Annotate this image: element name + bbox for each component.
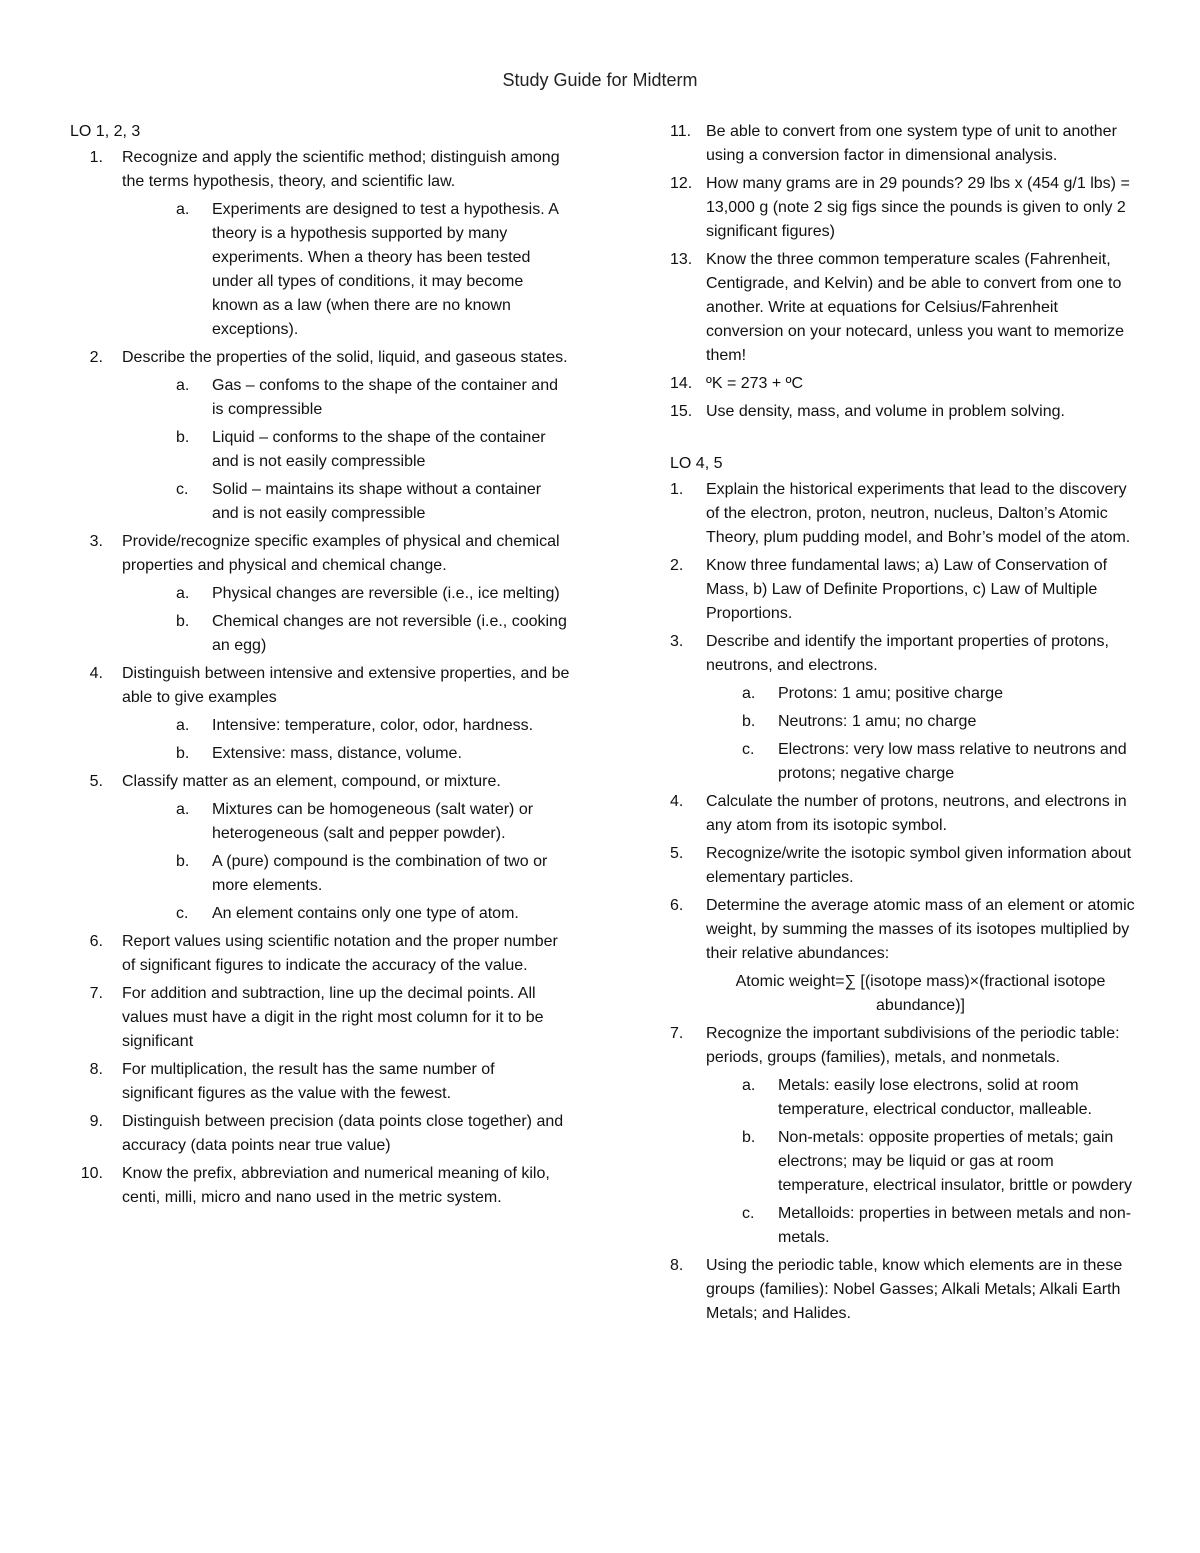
sub-list-item <box>70 850 570 898</box>
list-item-text: Know the three common temperature scales (Fahrenheit, Centigrade, and Kelvin) and be able to convert from one to another. Write at equations for Celsius/Fahrenheit conversion on your notecard, unless you want to memorize them! <box>706 251 1124 364</box>
list-item <box>670 1022 1135 1070</box>
list-item-text: Recognize and apply the scientific method; distinguish among the terms hypothesis, theory, and scientific law. <box>122 149 560 190</box>
list-item-number: 11. <box>670 123 692 140</box>
list-item <box>670 1254 1135 1326</box>
section-gap <box>670 428 1135 452</box>
list-item <box>670 842 1135 890</box>
list-item <box>70 770 570 794</box>
sub-list-item-letter: a. <box>176 717 190 734</box>
sub-list-item-text: Metalloids: properties in between metals and non-metals. <box>778 1205 1132 1246</box>
sub-list-item-letter: a. <box>176 201 190 218</box>
list-item-text: Distinguish between precision (data points close together) and accuracy (data points near true value) <box>122 1113 564 1154</box>
sub-list-item <box>70 582 570 606</box>
list-item-number: 12. <box>670 175 693 192</box>
list-item <box>70 346 570 370</box>
list-item-text: Describe the properties of the solid, liquid, and gaseous states. <box>122 349 568 366</box>
sub-list-item-text: Liquid – conforms to the shape of the container and is not easily compressible <box>212 429 546 470</box>
sub-list-item <box>70 610 570 658</box>
sub-list-item <box>70 478 570 526</box>
sub-list-item-letter: b. <box>176 429 190 446</box>
sub-list-item-text: Experiments are designed to test a hypothesis. A theory is a hypothesis supported by many experiments. When a theory has been tested under all types of conditions, it may become known as a law (when there are no known exceptions). <box>212 201 558 338</box>
sub-list-item-letter: a. <box>176 801 190 818</box>
list-item <box>70 930 570 978</box>
list-item-text: Classify matter as an element, compound, or mixture. <box>122 773 501 790</box>
list-item <box>70 146 570 194</box>
list-item <box>670 400 1135 424</box>
list-item <box>670 478 1135 550</box>
sub-list-item-letter: a. <box>176 377 190 394</box>
list-item-text: Report values using scientific notation and the proper number of significant figures to indicate the accuracy of the value. <box>122 933 558 974</box>
list-item-number: 6. <box>670 897 684 914</box>
list-item-number: 14. <box>670 375 693 392</box>
atomic-weight-formula: Atomic weight=∑ [(isotope mass)×(fractional isotope abundance)] <box>735 973 1106 1014</box>
list-item-number: 2. <box>89 349 103 366</box>
list-item-text: Using the periodic table, know which elements are in these groups (families): Nobel Gasses; Alkali Metals; Alkali Earth Metals; and Halides. <box>706 1257 1123 1322</box>
list-item-text: ºK = 273 + ºC <box>706 375 804 392</box>
list-item <box>70 662 570 710</box>
list-item-number: 5. <box>670 845 684 862</box>
list-item-number: 1. <box>89 149 103 166</box>
sub-list-item-letter: c. <box>176 481 189 498</box>
right-item-list-b <box>670 478 1135 966</box>
list-item-text: For addition and subtraction, line up the decimal points. All values must have a digit in the right most column for it to be significant <box>122 985 544 1050</box>
sub-list-item <box>670 710 1135 734</box>
section-heading-lo-1-2-3: LO 1, 2, 3 <box>70 123 141 140</box>
list-item-text: Explain the historical experiments that lead to the discovery of the electron, proton, neutron, nucleus, Dalton’s Atomic Theory, plum pudding model, and Bohr’s model of the atom. <box>706 481 1131 546</box>
list-item-number: 15. <box>670 403 693 420</box>
list-item-text: For multiplication, the result has the same number of significant figures as the value with the fewest. <box>122 1061 495 1102</box>
sub-list-item-text: Metals: easily lose electrons, solid at room temperature, electrical conductor, malleable. <box>778 1077 1092 1118</box>
sub-list-item-text: Electrons: very low mass relative to neutrons and protons; negative charge <box>778 741 1127 782</box>
list-item-text: Use density, mass, and volume in problem solving. <box>706 403 1065 420</box>
list-item <box>670 554 1135 626</box>
sub-list-item-text: Solid – maintains its shape without a container and is not easily compressible <box>212 481 542 522</box>
sub-list-item <box>70 742 570 766</box>
list-item-number: 10. <box>80 1165 103 1182</box>
sub-list-item-letter: b. <box>176 853 190 870</box>
list-item-number: 7. <box>89 985 103 1002</box>
list-item-number: 3. <box>89 533 103 550</box>
list-item <box>70 530 570 578</box>
sub-list-item <box>670 738 1135 786</box>
sub-list-item <box>670 1202 1135 1250</box>
list-item-text: Calculate the number of protons, neutrons, and electrons in any atom from its isotopic symbol. <box>706 793 1127 834</box>
sub-list-item-text: Chemical changes are not reversible (i.e., cooking an egg) <box>212 613 567 654</box>
list-item <box>670 248 1135 368</box>
list-item-number: 9. <box>89 1113 103 1130</box>
sub-list-item <box>70 426 570 474</box>
sub-list-item <box>70 714 570 738</box>
list-item-text: How many grams are in 29 pounds? 29 lbs x (454 g/1 lbs) = 13,000 g (note 2 sig figs since the pounds is given to only 2 significant figures) <box>706 175 1130 240</box>
list-item-number: 3. <box>670 633 684 650</box>
list-item-number: 13. <box>670 251 693 268</box>
list-item-number: 5. <box>89 773 103 790</box>
left-column <box>70 120 570 1214</box>
list-item-number: 1. <box>670 481 684 498</box>
list-item-number: 4. <box>670 793 684 810</box>
list-item-text: Be able to convert from one system type of unit to another using a conversion factor in dimensional analysis. <box>706 123 1117 164</box>
sub-list-item <box>670 1074 1135 1122</box>
section-heading-lo-4-5: LO 4, 5 <box>670 455 723 472</box>
list-item-number: 7. <box>670 1025 684 1042</box>
sub-list-item-letter: a. <box>742 685 756 702</box>
sub-list-item-text: Extensive: mass, distance, volume. <box>212 745 462 762</box>
sub-list-item-letter: a. <box>742 1077 756 1094</box>
sub-list-item <box>70 374 570 422</box>
list-item-text: Recognize the important subdivisions of the periodic table: periods, groups (families), metals, and nonmetals. <box>706 1025 1120 1066</box>
sub-list-item-text: Intensive: temperature, color, odor, hardness. <box>212 717 534 734</box>
list-item <box>670 372 1135 396</box>
sub-list-item-text: A (pure) compound is the combination of two or more elements. <box>212 853 548 894</box>
list-item <box>670 630 1135 678</box>
sub-list-item-letter: c. <box>742 1205 755 1222</box>
list-item <box>670 120 1135 168</box>
list-item-number: 6. <box>89 933 103 950</box>
list-item <box>670 894 1135 966</box>
sub-list-item-letter: a. <box>176 585 190 602</box>
right-column <box>670 120 1135 1330</box>
list-item-text: Provide/recognize specific examples of physical and chemical properties and physical and chemical change. <box>122 533 560 574</box>
page-title: Study Guide for Midterm <box>502 70 698 90</box>
sub-list-item <box>70 198 570 342</box>
sub-list-item-letter: b. <box>176 613 190 630</box>
left-item-list <box>70 146 570 1210</box>
sub-list-item-letter: b. <box>742 1129 756 1146</box>
list-item-number: 8. <box>89 1061 103 1078</box>
sub-list-item-text: Non-metals: opposite properties of metals; gain electrons; may be liquid or gas at room temperature, electrical insulator, brittle or powdery <box>778 1129 1132 1194</box>
sub-list-item-text: Neutrons: 1 amu; no charge <box>778 713 977 730</box>
list-item <box>70 1110 570 1158</box>
sub-list-item <box>70 798 570 846</box>
list-item-number: 8. <box>670 1257 684 1274</box>
list-item <box>70 1162 570 1210</box>
list-item-number: 4. <box>89 665 103 682</box>
sub-list-item-letter: c. <box>176 905 189 922</box>
sub-list-item-letter: b. <box>742 713 756 730</box>
list-item-text: Describe and identify the important properties of protons, neutrons, and electrons. <box>706 633 1109 674</box>
list-item-text: Know three fundamental laws; a) Law of Conservation of Mass, b) Law of Definite Proportions, c) Law of Multiple Proportions. <box>706 557 1108 622</box>
right-item-list-a <box>670 120 1135 424</box>
list-item-text: Know the prefix, abbreviation and numerical meaning of kilo, centi, milli, micro and nano used in the metric system. <box>122 1165 550 1206</box>
list-item <box>670 172 1135 244</box>
list-item <box>70 982 570 1054</box>
sub-list-item <box>70 902 570 926</box>
list-item-text: Recognize/write the isotopic symbol given information about elementary particles. <box>706 845 1132 886</box>
sub-list-item <box>670 682 1135 706</box>
sub-list-item-text: Mixtures can be homogeneous (salt water) or heterogeneous (salt and pepper powder). <box>212 801 534 842</box>
sub-list-item-letter: c. <box>742 741 755 758</box>
sub-list-item-text: Protons: 1 amu; positive charge <box>778 685 1004 702</box>
sub-list-item-letter: b. <box>176 745 190 762</box>
right-item-list-c <box>670 1022 1135 1326</box>
list-item-number: 2. <box>670 557 684 574</box>
list-item-text: Determine the average atomic mass of an element or atomic weight, by summing the masses of its isotopes multiplied by their relative abundances: <box>706 897 1135 962</box>
list-item <box>670 790 1135 838</box>
sub-list-item-text: Gas – confoms to the shape of the container and is compressible <box>212 377 558 418</box>
sub-list-item-text: Physical changes are reversible (i.e., ice melting) <box>212 585 560 602</box>
list-item-text: Distinguish between intensive and extensive properties, and be able to give examples <box>122 665 570 706</box>
list-item <box>70 1058 570 1106</box>
sub-list-item <box>670 1126 1135 1198</box>
sub-list-item-text: An element contains only one type of atom. <box>212 905 519 922</box>
